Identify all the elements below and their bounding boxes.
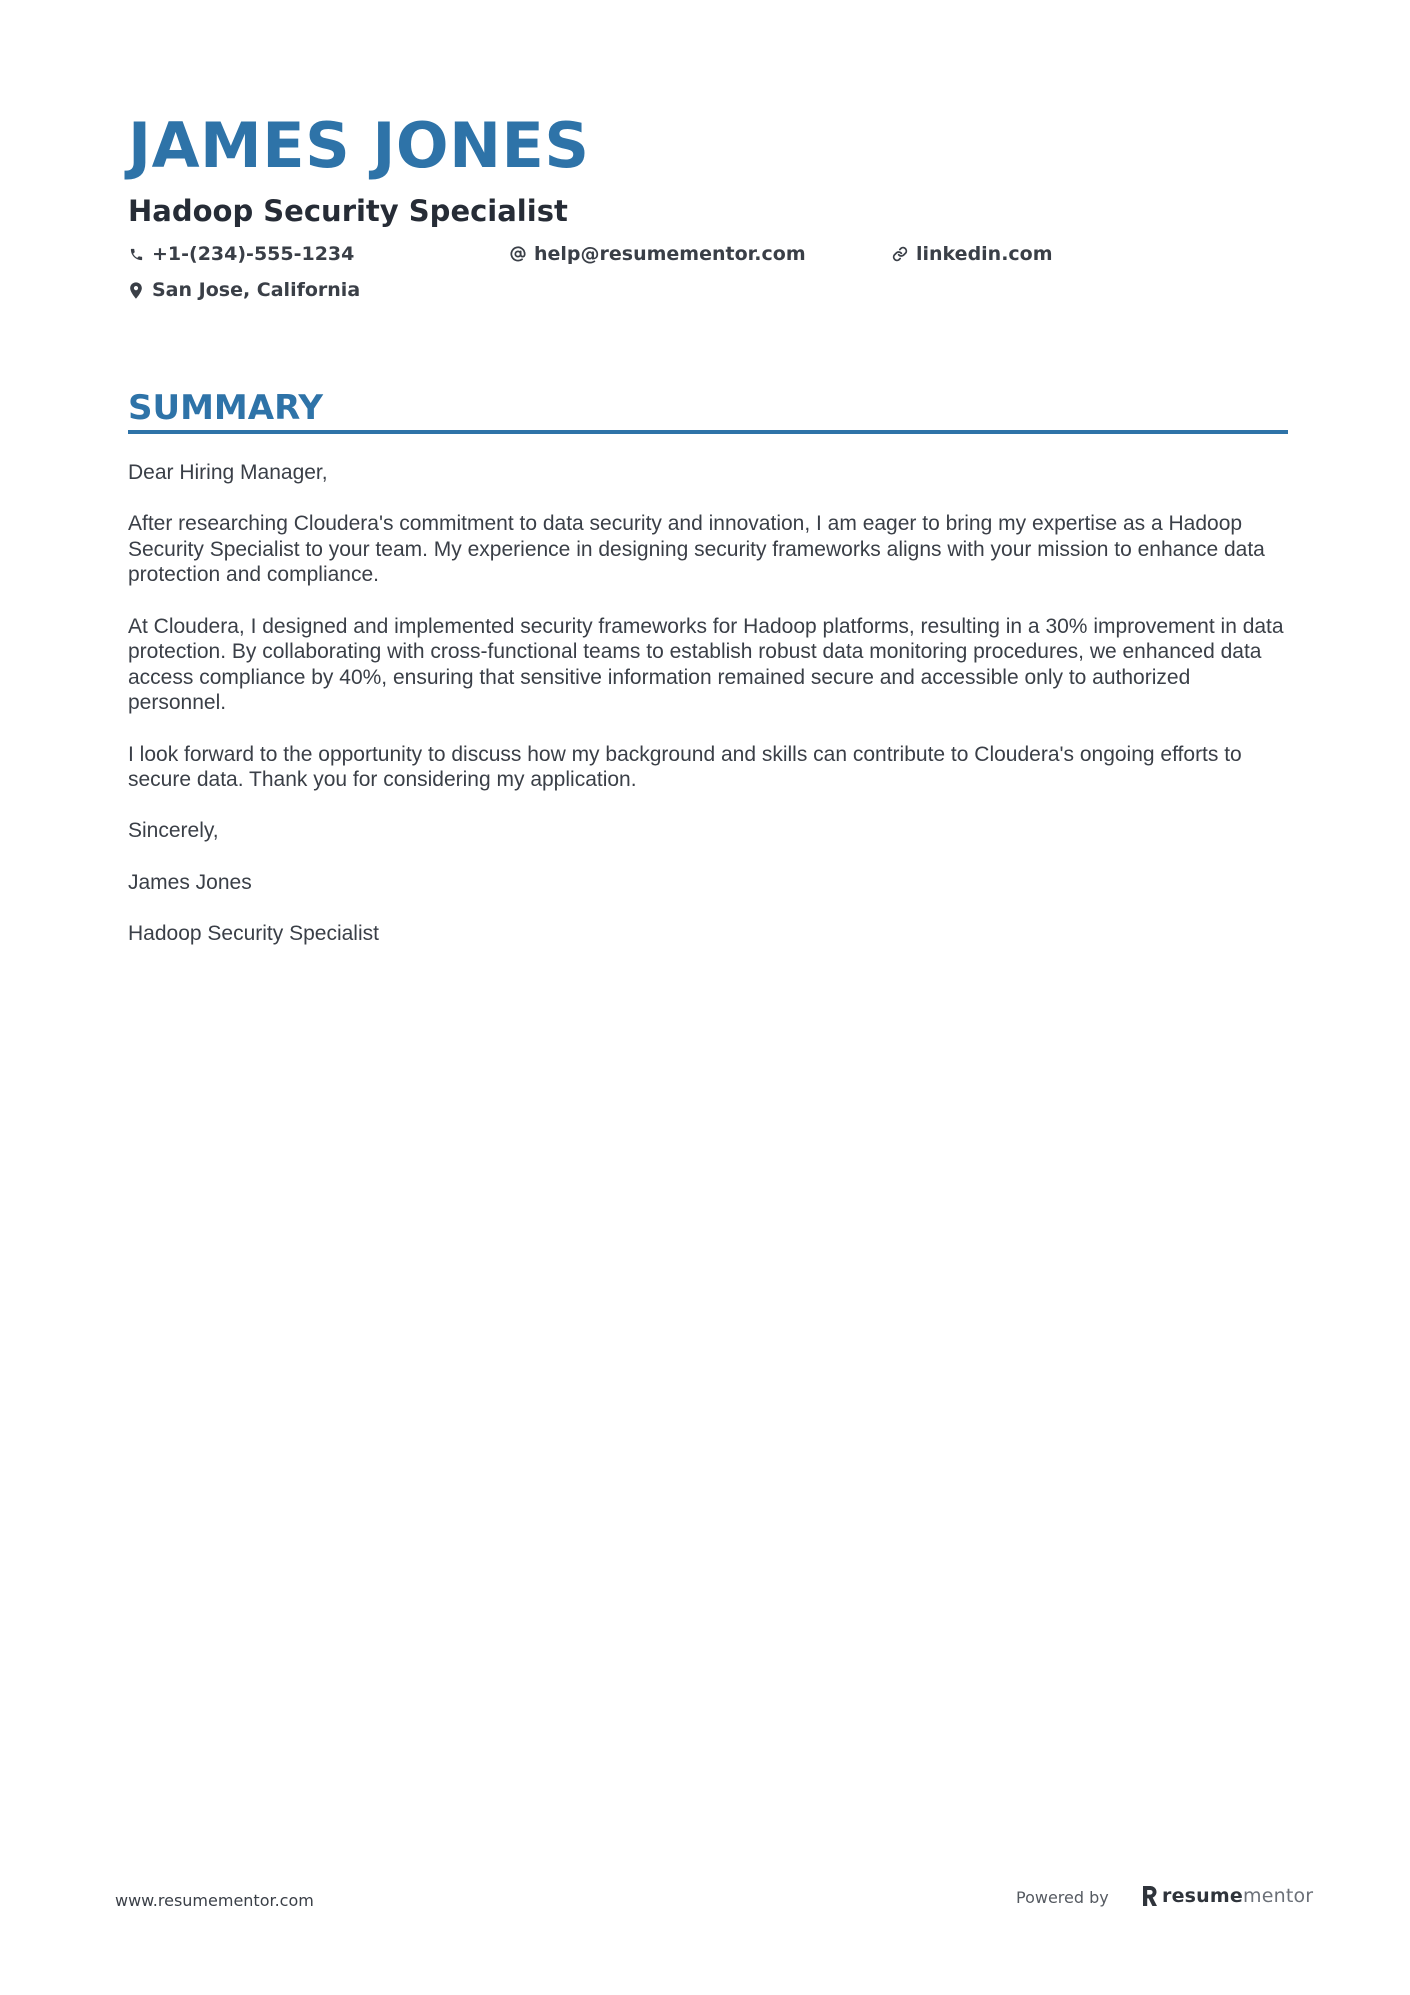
cover-letter-body — [128, 460, 1293, 972]
resumementor-logo — [1140, 1884, 1313, 1908]
closing: Sincerely, — [128, 819, 219, 843]
contact-link — [892, 242, 1053, 266]
letter-paragraph: After researching Cloudera's commitment to data security and innovation, I am eager to bring my expertise as a Hadoop Security Specialist to your team. My experience in designing security frameworks aligns with your mission to enhance data protection and compliance. — [128, 512, 1265, 587]
resumementor-logo-icon — [1140, 1885, 1158, 1907]
phone-text: +1-(234)-555-1234 — [152, 243, 355, 265]
job-title: Hadoop Security Specialist — [128, 194, 568, 228]
salutation: Dear Hiring Manager, — [128, 461, 328, 484]
contact-phone — [128, 242, 354, 266]
letter-paragraph: At Cloudera, I designed and implemented security frameworks for Hadoop platforms, resulting in a 30% improvement in data protection. By collaborating with cross-functional teams to establish robust data monitoring procedures, we enhanced data access compliance by 40%, ensuring that sensitive information remained secure and accessible only to authorized personnel. — [128, 614, 1284, 715]
signature-name: James Jones — [128, 870, 252, 894]
map-pin-icon — [128, 282, 144, 298]
contact-email — [510, 242, 806, 266]
summary-heading: SUMMARY — [128, 388, 324, 428]
link-text: linkedin.com — [916, 243, 1053, 265]
signature-title: Hadoop Security Specialist — [128, 921, 379, 945]
contact-location — [128, 278, 360, 302]
brand-word-mentor: mentor — [1242, 1885, 1314, 1907]
phone-icon — [128, 246, 144, 262]
powered-by-label: Powered by — [1016, 1888, 1109, 1907]
brand-word-resume: resume — [1162, 1885, 1243, 1907]
location-text: San Jose, California — [152, 279, 361, 301]
at-icon — [510, 246, 526, 262]
footer-website: www.resumementor.com — [115, 1891, 314, 1910]
email-text: help@resumementor.com — [534, 243, 806, 265]
link-icon — [892, 246, 908, 262]
letter-paragraph: I look forward to the opportunity to discuss how my background and skills can contribute to Cloudera's ongoing efforts to secure data. Thank you for considering my application. — [128, 742, 1242, 792]
candidate-name: JAMES JONES — [128, 109, 590, 182]
section-divider — [128, 430, 1288, 434]
